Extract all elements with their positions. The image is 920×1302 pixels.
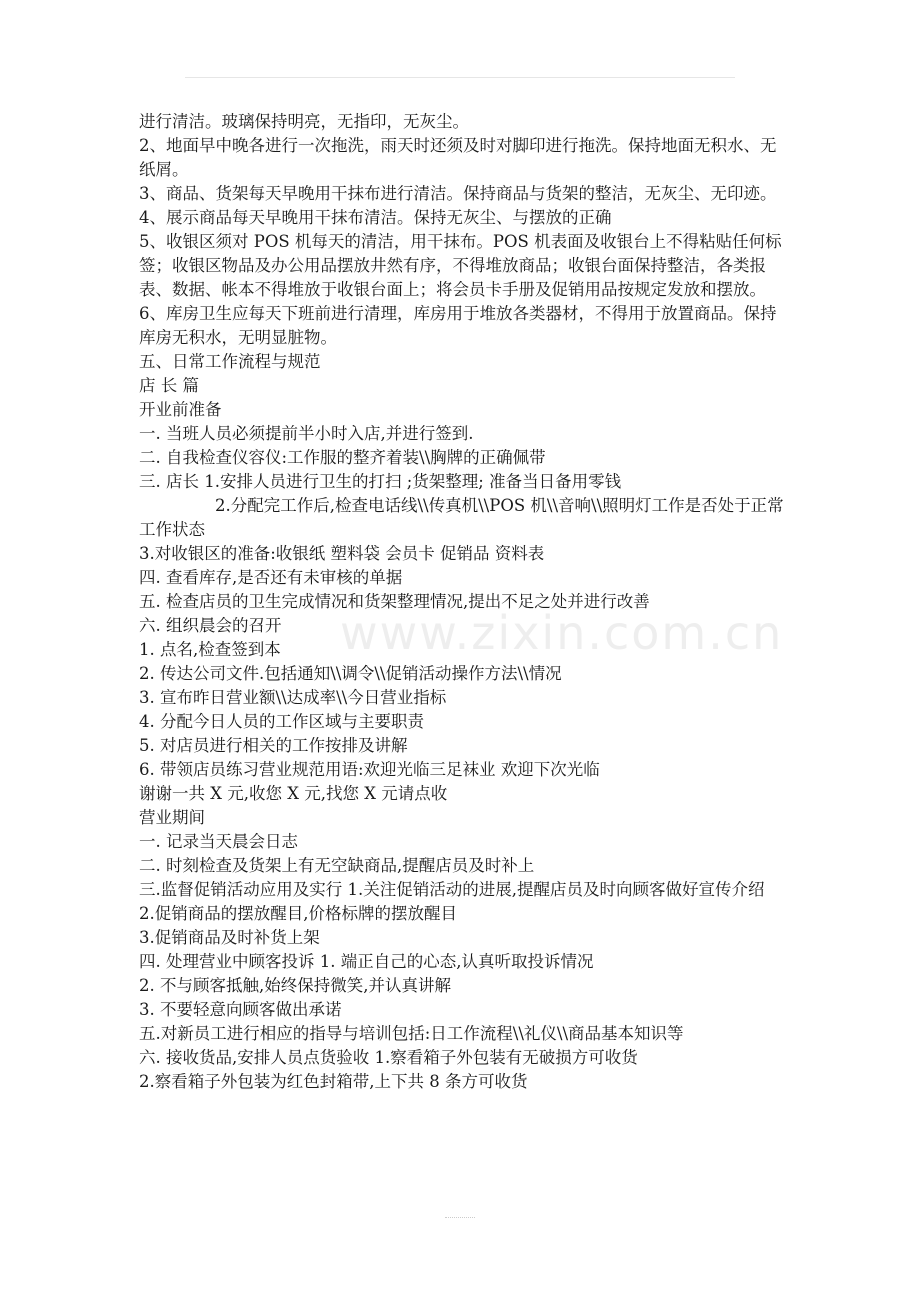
list-item: 谢谢一共 X 元,收您 X 元,找您 X 元请点收: [139, 784, 448, 803]
list-item: 1. 点名,检查签到本: [139, 640, 281, 659]
subsection-heading: 店 长 篇: [139, 376, 199, 395]
list-item: 四. 处理营业中顾客投诉 1. 端正自己的心态,认真听取投诉情况: [139, 952, 594, 971]
subsection-heading: 开业前准备: [139, 400, 222, 419]
paragraph: 5、收银区须对 POS 机每天的清洁，用干抹布。POS 机表面及收银台上不得粘贴任何标签；收银区物品及办公用品摆放井然有序，不得堆放商品；收银台面保持整洁，各类报表、数据、帐本不得堆放于收银台面上；将会员卡手册及促销用品按规定发放和摆放。: [139, 232, 782, 299]
subsection-heading: 营业期间: [139, 808, 205, 827]
paragraph: 进行清洁。玻璃保持明亮，无指印，无灰尘。: [139, 112, 469, 131]
list-item: 3.促销商品及时补货上架: [139, 928, 320, 947]
list-item: 五.对新员工进行相应的指导与培训包括:日工作流程\\礼仪\\商品基本知识等: [139, 1024, 684, 1043]
document-body: [139, 110, 787, 1094]
list-item: 2. 不与顾客抵触,始终保持微笑,并认真讲解: [139, 976, 451, 995]
section-heading: 五、日常工作流程与规范: [139, 352, 321, 371]
list-item: 三. 店长 1.安排人员进行卫生的打扫 ;货架整理; 准备当日备用零钱: [139, 472, 622, 491]
list-item: 4. 分配今日人员的工作区域与主要职责: [139, 712, 424, 731]
header-rule: [185, 77, 735, 78]
list-item: 2. 传达公司文件.包括通知\\调令\\促销活动操作方法\\情况: [139, 664, 562, 683]
list-item: 一. 记录当天晨会日志: [139, 832, 298, 851]
list-item: 一. 当班人员必须提前半小时入店,并进行签到.: [139, 424, 474, 443]
watermark: www.zixin.com.cn: [340, 606, 784, 660]
list-item: 6. 带领店员练习营业规范用语:欢迎光临三足袜业 欢迎下次光临: [139, 760, 600, 779]
paragraph: 4、展示商品每天早晚用干抹布清洁。保持无灰尘、与摆放的正确: [139, 208, 612, 227]
list-item: 5. 对店员进行相关的工作按排及讲解: [139, 736, 408, 755]
paragraph: 3、商品、货架每天早晚用干抹布进行清洁。保持商品与货架的整洁，无灰尘、无印迹。: [139, 184, 777, 203]
list-item: 2.促销商品的摆放醒目,价格标牌的摆放醒目: [139, 904, 457, 923]
list-item: 五. 检查店员的卫生完成情况和货架整理情况,提出不足之处并进行改善: [139, 592, 650, 611]
list-item: 2.察看箱子外包装为红色封箱带,上下共 8 条方可收货: [139, 1072, 528, 1091]
list-item: 3.对收银区的准备:收银纸 塑料袋 会员卡 促销品 资料表: [139, 544, 545, 563]
paragraph: 2、地面早中晚各进行一次拖洗，雨天时还须及时对脚印进行拖洗。保持地面无积水、无纸屑。: [139, 136, 777, 179]
list-item: 四. 查看库存,是否还有未审核的单据: [139, 568, 403, 587]
list-item: 3. 不要轻意向顾客做出承诺: [139, 1000, 342, 1019]
list-item: 六. 组织晨会的召开: [139, 616, 282, 635]
list-item: 二. 自我检查仪容仪:工作服的整齐着装\\胸牌的正确佩带: [139, 448, 546, 467]
list-item: 二. 时刻检查及货架上有无空缺商品,提醒店员及时补上: [139, 856, 535, 875]
list-item: 六. 接收货品,安排人员点货验收 1.察看箱子外包装有无破损方可收货: [139, 1048, 638, 1067]
list-item: 3. 宣布昨日营业额\\达成率\\今日营业指标: [139, 688, 447, 707]
paragraph: 6、库房卫生应每天下班前进行清理，库房用于堆放各类器材，不得用于放置商品。保持库房无积水，无明显脏物。: [139, 304, 777, 347]
list-item: 三.监督促销活动应用及实行 1.关注促销活动的进展,提醒店员及时向顾客做好宣传介绍: [139, 880, 765, 899]
list-item: 2.分配完工作后,检查电话线\\传真机\\POS 机\\音响\\照明灯工作是否处于正常工作状态: [139, 496, 784, 539]
footer-divider: [445, 1217, 475, 1220]
